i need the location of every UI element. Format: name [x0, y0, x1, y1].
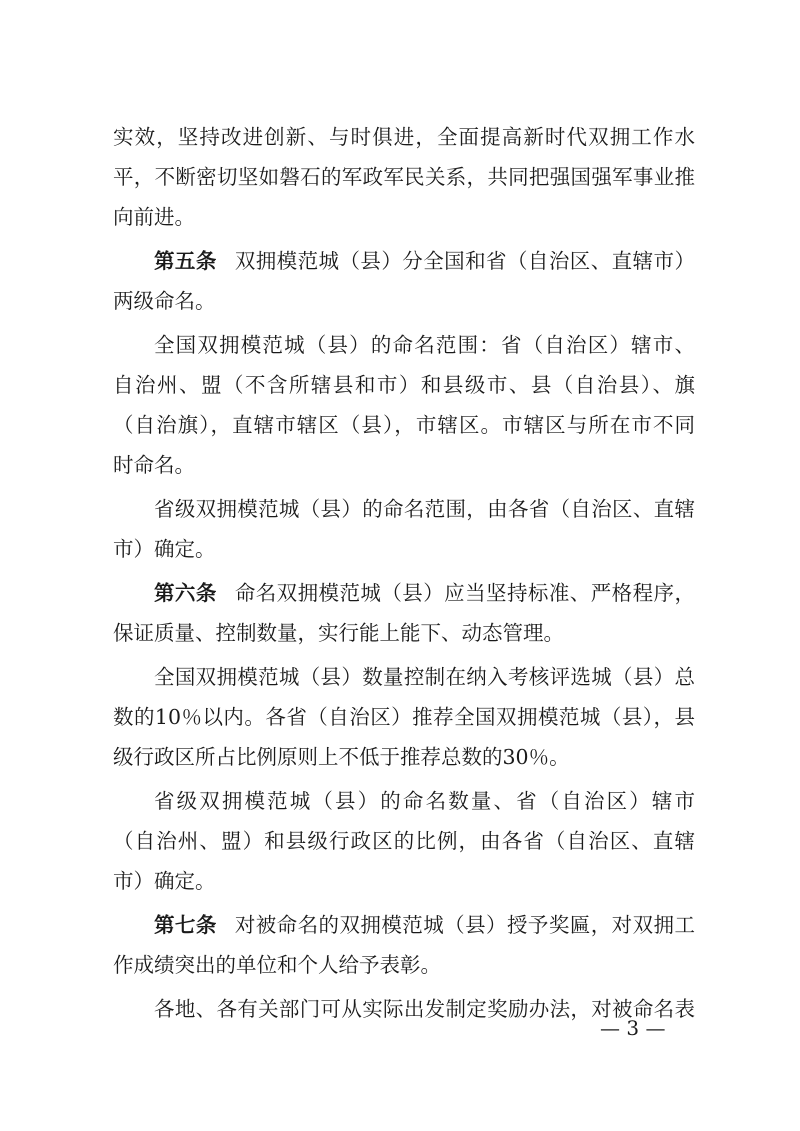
paragraph-line: 保证质量、控制数量，实行能上能下、动态管理。	[113, 621, 564, 645]
article-5-text: 双拥模范城（县）分全国和省（自治区、直辖市）	[234, 249, 695, 273]
article-7-line	[113, 905, 695, 945]
paragraph-line: 各地、各有关部门可从实际出发制定奖励办法，对被命名表	[154, 997, 695, 1021]
paragraph-line: （自治旗），直辖市辖区（县），市辖区。市辖区与所在市不同	[113, 413, 695, 437]
article-6-text: 命名双拥模范城（县）应当坚持标准、严格程序，	[234, 581, 695, 605]
paragraph-line: 省级双拥模范城（县）的命名数量、省（自治区）辖市	[154, 789, 695, 813]
article-5-line	[113, 241, 695, 281]
paragraph-line: 全国双拥模范城（县）的命名范围：省（自治区）辖市、	[154, 333, 695, 357]
paragraph-line: 级行政区所占比例原则上不低于推荐总数的30％。	[113, 745, 570, 769]
paragraph-line: 两级命名。	[113, 289, 216, 313]
article-5-heading: 第五条	[154, 249, 217, 273]
paragraph-line: 作成绩突出的单位和个人给予表彰。	[113, 953, 441, 977]
page-number: — 3 —	[600, 1016, 666, 1040]
paragraph-line: 向前进。	[113, 205, 195, 229]
paragraph-line: （自治州、盟）和县级行政区的比例，由各省（自治区、直辖	[113, 829, 695, 853]
paragraph-line: 平，不断密切坚如磐石的军政军民关系，共同把强国强军事业推	[113, 165, 695, 189]
article-7-heading: 第七条	[154, 913, 217, 937]
paragraph-line: 时命名。	[113, 453, 195, 477]
article-6-line	[113, 573, 695, 613]
article-6-heading: 第六条	[154, 581, 217, 605]
document-page	[113, 117, 695, 1029]
paragraph-line: 全国双拥模范城（县）数量控制在纳入考核评选城（县）总	[154, 665, 695, 689]
paragraph-line: 自治州、盟（不含所辖县和市）和县级市、县（自治县）、旗	[113, 373, 695, 397]
paragraph-line: 数的10％以内。各省（自治区）推荐全国双拥模范城（县），县	[113, 705, 695, 729]
paragraph-line: 省级双拥模范城（县）的命名范围，由各省（自治区、直辖	[154, 497, 695, 521]
paragraph-line: 市）确定。	[113, 537, 216, 561]
paragraph-line: 市）确定。	[113, 869, 216, 893]
article-7-text: 对被命名的双拥模范城（县）授予奖匾，对双拥工	[234, 913, 695, 937]
paragraph-line: 实效，坚持改进创新、与时俱进，全面提高新时代双拥工作水	[113, 125, 695, 149]
